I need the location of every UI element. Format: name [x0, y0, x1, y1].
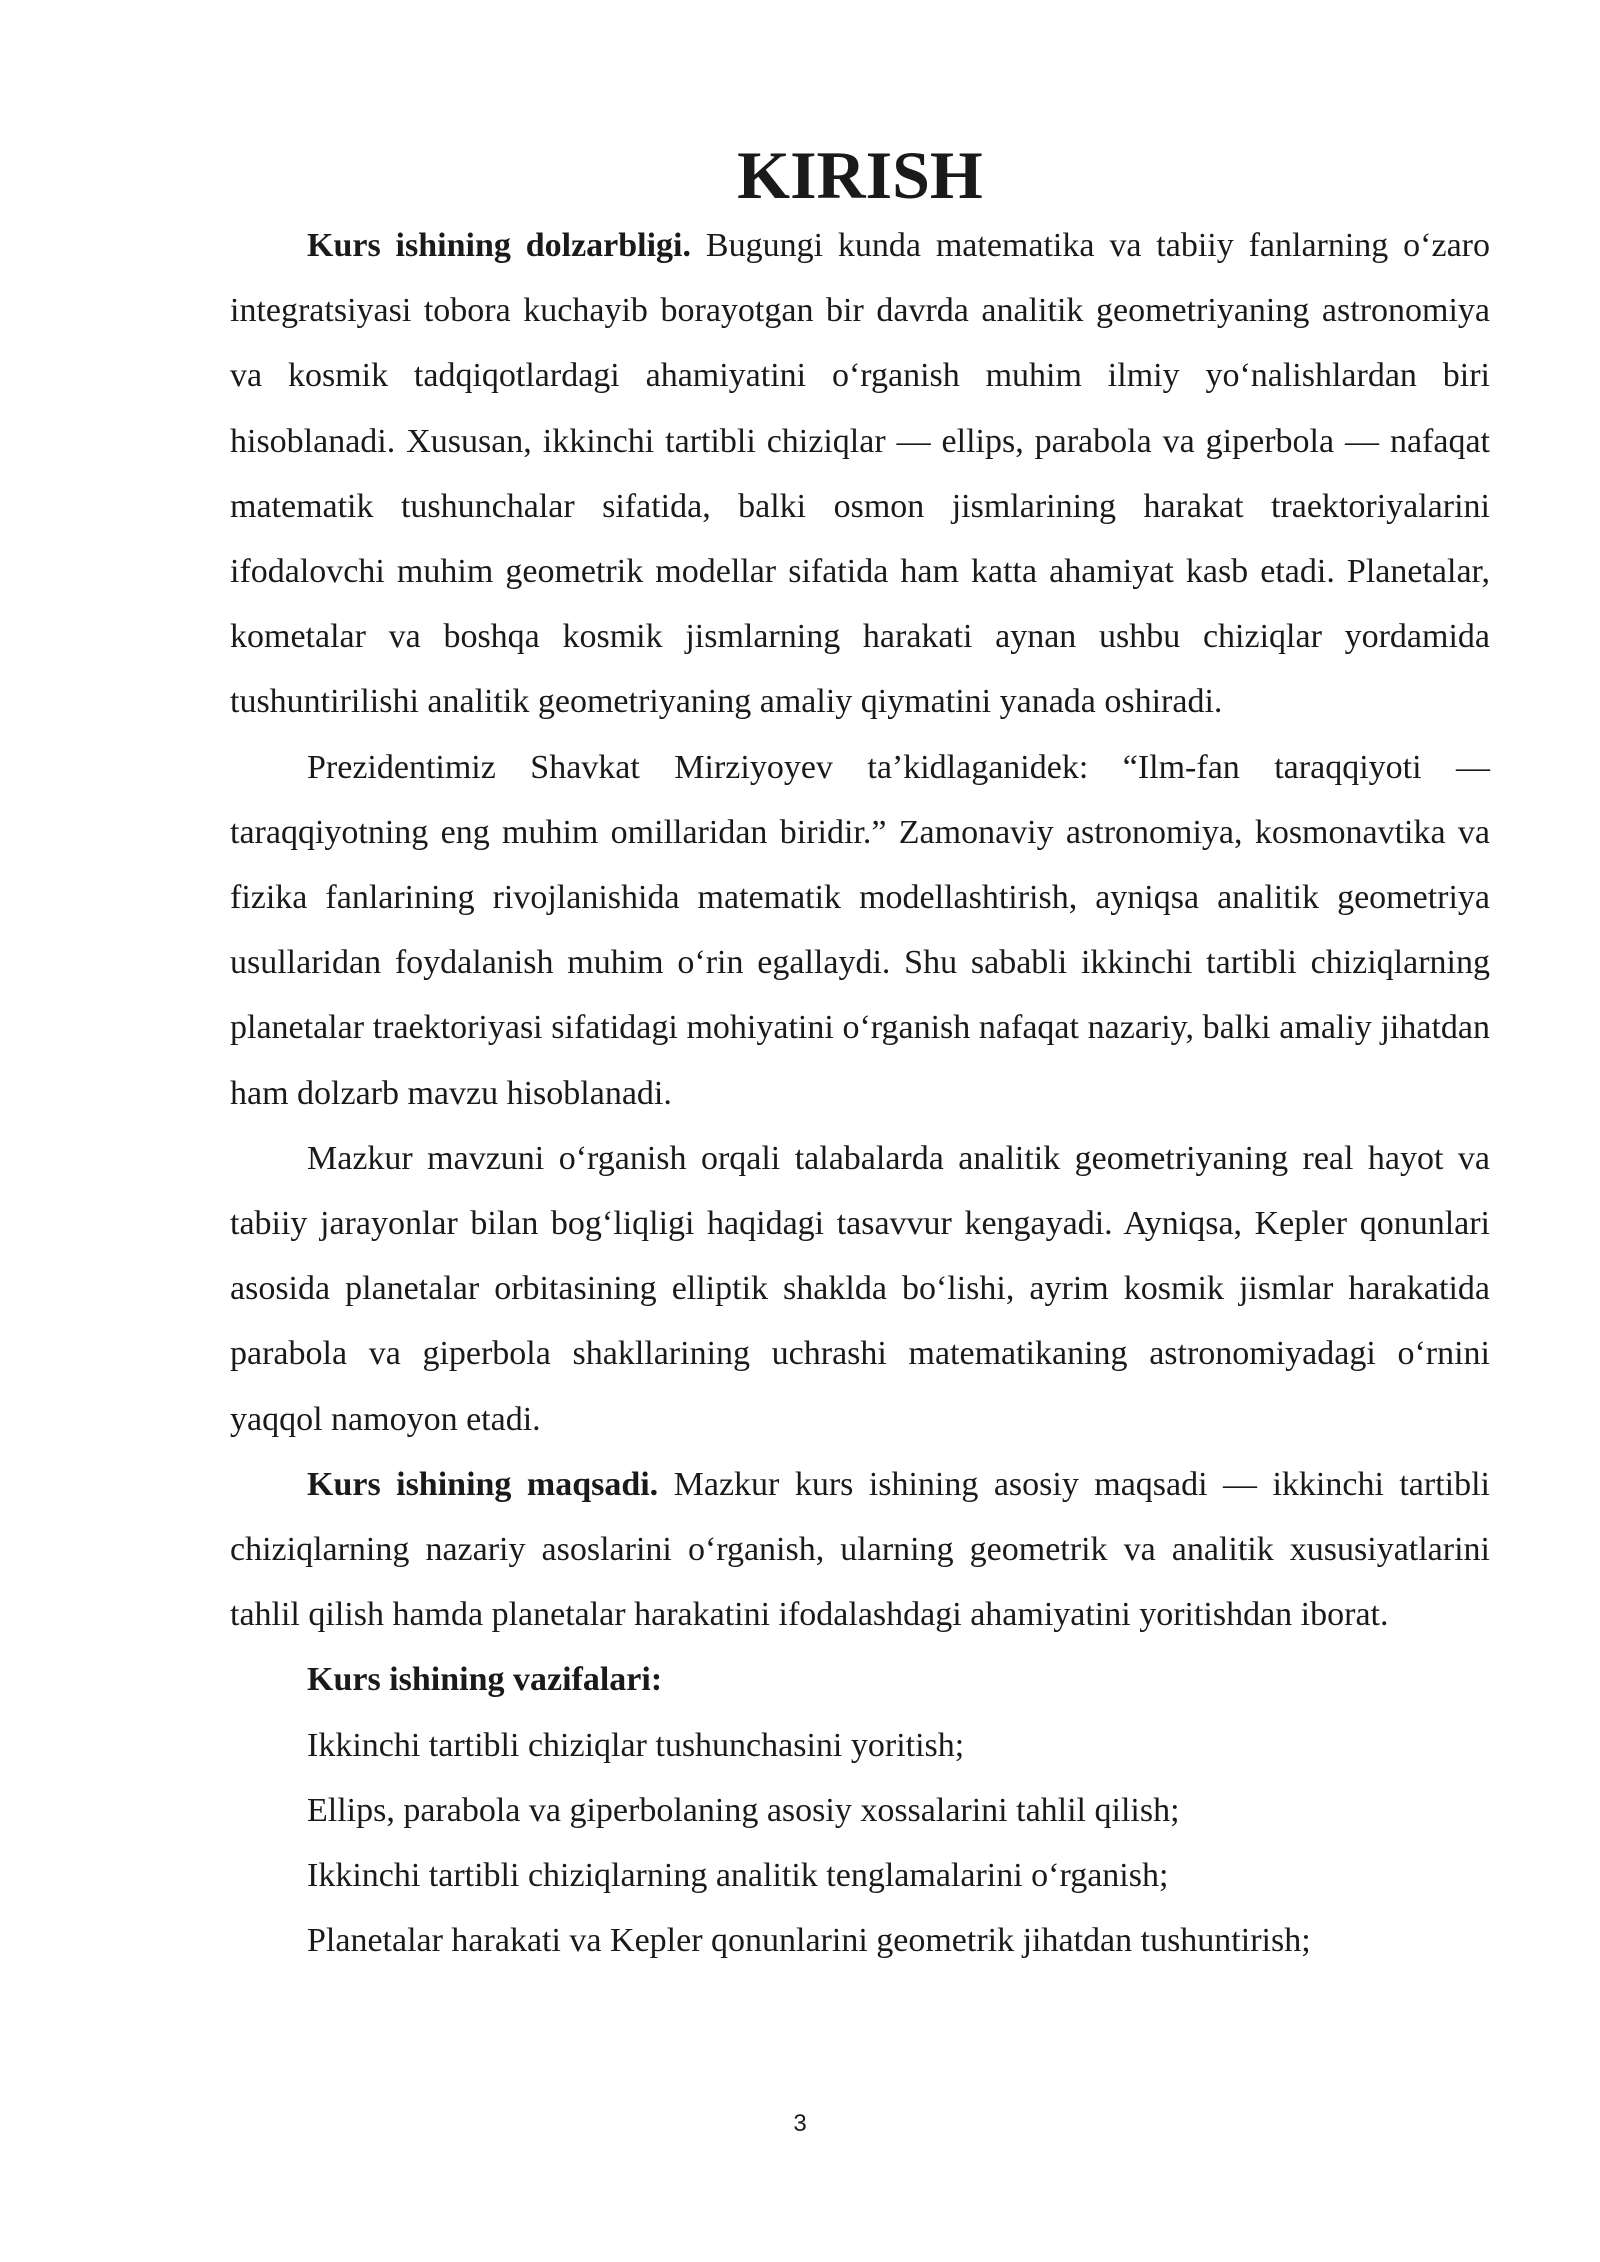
task-item: Ikkinchi tartibli chiziqlar tushunchasini yoritish;: [307, 1726, 965, 1764]
paragraph-text: Mazkur mavzuni o‘rganish orqali talabalarda analitik geometriyaning real hayot va tabiiy jarayonlar bilan bog‘liqligi haqidagi tasavvur kengayadi. Ayniqsa, Kepler qonunlari asosida planetalar orbitasining elliptik shaklda bo‘lishi, ayrim kosmik jismlar harakatida parabola va giperbola shakllarining uchrashi matematikaning astronomiyadagi o‘rnini yaqqol namoyon etadi.: [230, 1139, 1490, 1438]
paragraph-kepler: [230, 1126, 1490, 1452]
paragraph-quote: [230, 735, 1490, 1126]
task-item: Ellips, parabola va giperbolaning asosiy xossalarini tahlil qilish;: [307, 1791, 1180, 1829]
task-item: Planetalar harakati va Kepler qonunlarini geometrik jihatdan tushuntirish;: [307, 1922, 1311, 1960]
paragraph-text: Prezidentimiz Shavkat Mirziyoyev ta’kidlaganidek: “Ilm-fan taraqqiyoti — taraqqiyotning eng muhim omillaridan biridir.” Zamonaviy astronomiya, kosmonavtika va fizika fanlarining rivojlanishida matematik modellashtirish, ayniqsa analitik geometriya usullaridan foydalanish muhim o‘rin egallaydi. Shu sababli ikkinchi tartibli chiziqlarning planetalar traektoriyasi sifatidagi mohiyatini o‘rganish nafaqat nazariy, balki amaliy jihatdan ham dolzarb mavzu hisoblanadi.: [230, 748, 1490, 1112]
paragraph-lead: Kurs ishining maqsadi.: [307, 1465, 659, 1503]
paragraph-lead: Kurs ishining dolzarbligi.: [307, 227, 692, 264]
paragraph-relevance: [230, 213, 1490, 735]
paragraph-text: Mazkur kurs ishining asosiy maqsadi — ikkinchi tartibli chiziqlarning nazariy asoslarini o‘rganish, ularning geometrik va analitik xususiyatlarini tahlil qilish hamda planetalar harakatini ifodalashdagi ahamiyatini yoritishdan iborat.: [230, 1465, 1490, 1634]
page-content: [230, 137, 1491, 1973]
tasks-heading: Kurs ishining vazifalari:: [307, 1661, 663, 1699]
paragraph-text: Bugungi kunda matematika va tabiiy fanlarning o‘zaro integratsiyasi tobora kuchayib borayotgan bir davrda analitik geometriyaning astronomiya va kosmik tadqiqotlardagi ahamiyatini o‘rganish muhim ilmiy yo‘nalishlardan biri hisoblanadi. Xususan, ikkinchi tartibli chiziqlar — ellips, parabola va giperbola — nafaqat matematik tushunchalar sifatida, balki osmon jismlarining harakat traektoriyalarini ifodalovchi muhim geometrik modellar sifatida ham katta ahamiyat kasb etadi. Planetalar, kometalar va boshqa kosmik jismlarning harakati aynan ushbu chiziqlar yordamida tushuntirilishi analitik geometriyaning amaliy qiymatini yanada oshiradi.: [230, 227, 1491, 721]
task-item: Ikkinchi tartibli chiziqlarning analitik tenglamalarini o‘rganish;: [307, 1857, 1169, 1895]
page-title: KIRISH: [737, 137, 983, 213]
paragraph-goal: [230, 1452, 1490, 1648]
page-number: 3: [793, 2110, 807, 2137]
